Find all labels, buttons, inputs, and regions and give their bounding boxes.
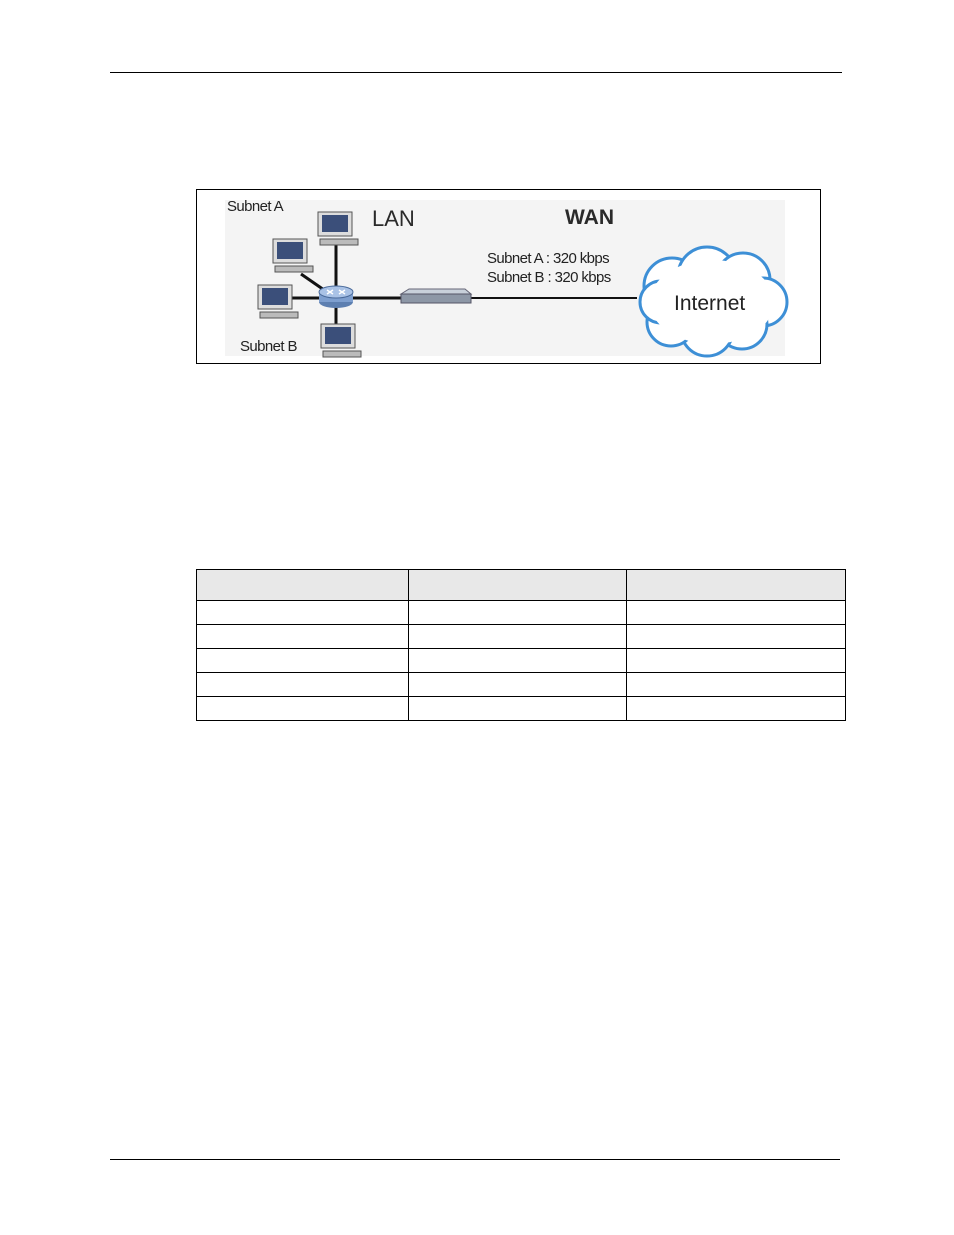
table-cell: [197, 625, 409, 649]
table-cell: [409, 697, 627, 721]
column-header: [409, 570, 627, 601]
table-cell: [197, 673, 409, 697]
table-cell: [627, 697, 846, 721]
switch-icon: [319, 286, 353, 308]
table-row: [197, 601, 846, 625]
empty-table: [196, 569, 846, 721]
table-cell: [627, 673, 846, 697]
subnet-a-rate: Subnet A : 320 kbps: [487, 250, 610, 267]
table-cell: [409, 673, 627, 697]
table-row: [197, 625, 846, 649]
table-header-row: [197, 570, 846, 601]
network-diagram: [196, 189, 821, 364]
table-cell: [197, 649, 409, 673]
router-icon: [401, 289, 471, 303]
computer-icon: [258, 285, 298, 318]
column-header: [197, 570, 409, 601]
table-cell: [627, 649, 846, 673]
table-cell: [197, 601, 409, 625]
subnet-b-label: Subnet B: [240, 338, 297, 355]
table-cell: [409, 601, 627, 625]
table-cell: [409, 649, 627, 673]
header-rule: [110, 72, 842, 73]
table-row: [197, 649, 846, 673]
table-cell: [627, 601, 846, 625]
table-row: [197, 673, 846, 697]
subnet-b-rate: Subnet B : 320 kbps: [487, 269, 611, 286]
footer-rule: [110, 1159, 840, 1160]
table-cell: [409, 625, 627, 649]
table-cell: [627, 625, 846, 649]
internet-label: Internet: [674, 292, 746, 315]
wan-label: WAN: [565, 206, 614, 229]
table-row: [197, 697, 846, 721]
computer-icon: [321, 324, 361, 357]
lan-label: LAN: [372, 206, 415, 231]
subnet-a-label: Subnet A: [227, 198, 284, 215]
computer-icon: [273, 239, 313, 272]
computer-icon: [318, 212, 358, 245]
column-header: [627, 570, 846, 601]
table-cell: [197, 697, 409, 721]
